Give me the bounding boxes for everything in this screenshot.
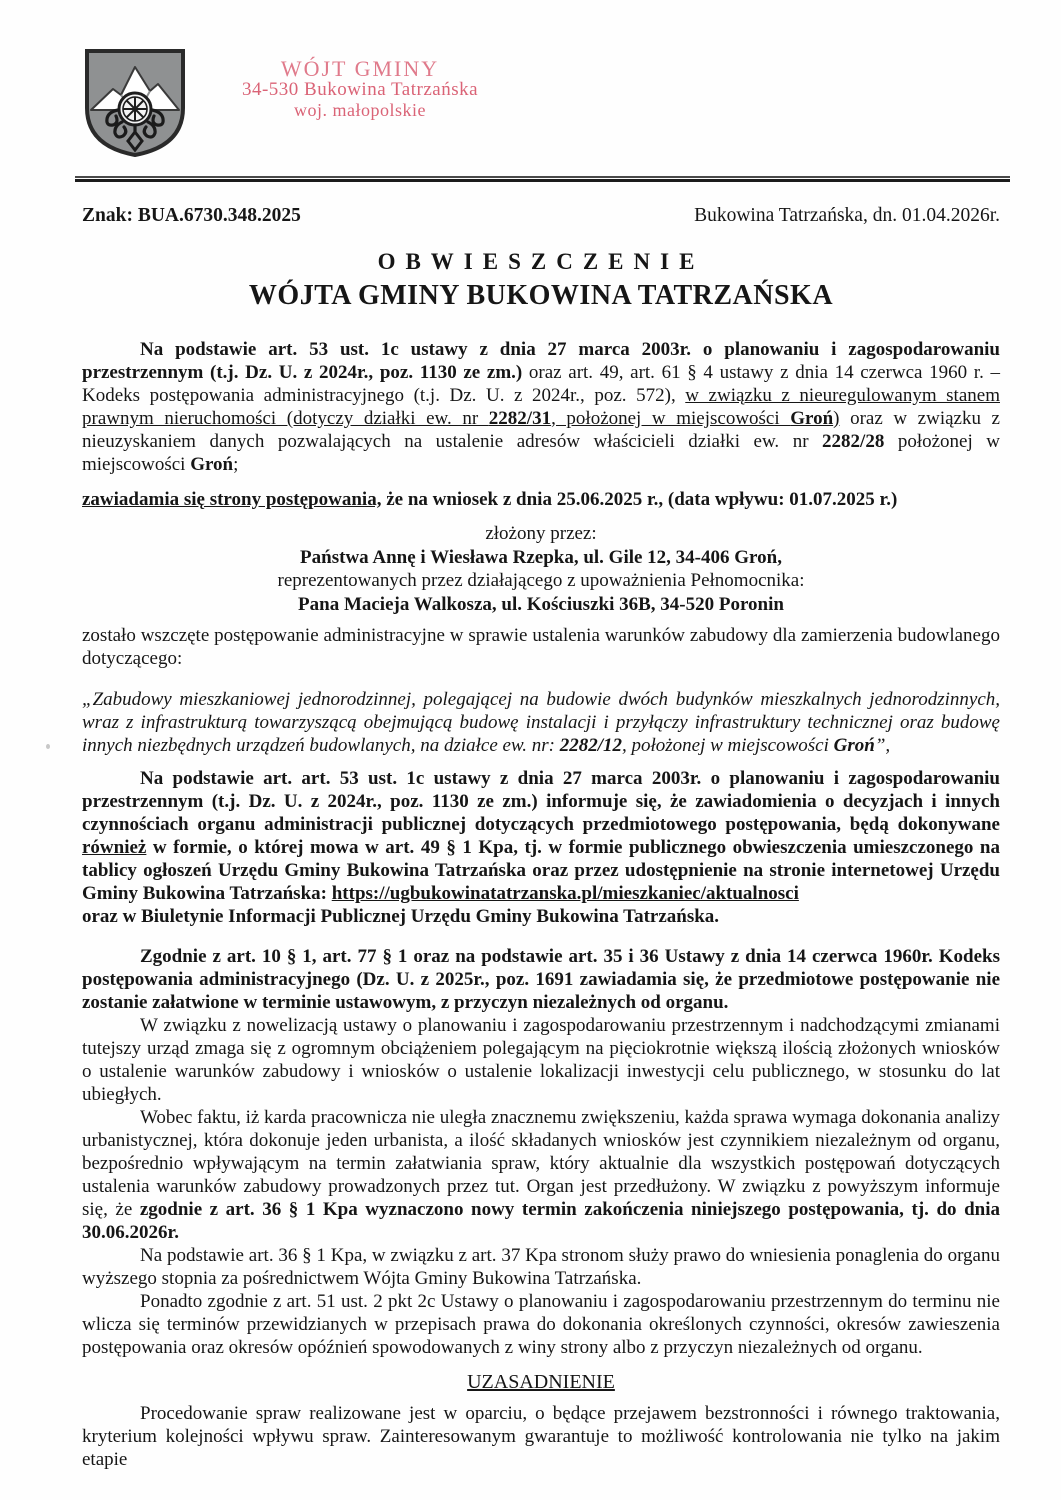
text-run: że na wniosek z dnia 25.06.2025 r., (data wpływu: 01.07.2025 r.)	[381, 489, 898, 510]
plot-number: 2282/12	[559, 735, 622, 756]
text-run: w związku z nieuregulowanym stanem prawnym nieruchomości (dotyczy działki ew. nr	[82, 385, 1000, 429]
paragraph-justification	[82, 1402, 1000, 1471]
text-line: złożony przez:	[485, 523, 597, 544]
text-run: Procedowanie spraw realizowane jest w oparciu, o będące przejawem bezstronności i równego traktowania, kryterium kolejności wpływu spraw. Zainteresowanym gwarantuje to możliwość kontrolowania nie tylko na jakim etapie	[82, 1403, 1000, 1470]
stamp-line: woj. małopolskie	[294, 100, 426, 120]
place-and-date: Bukowina Tatrzańska, dn. 01.04.2026r.	[694, 205, 1000, 226]
paragraph-new-deadline	[82, 1106, 1000, 1244]
paragraph-public-notice-info	[82, 767, 1000, 905]
paragraph-bip-info	[82, 905, 1000, 928]
paragraph-deadline-notice	[82, 945, 1000, 1014]
attorney-name: Pana Macieja Walkosza, ul. Kościuszki 36B, 34-520 Poronin	[298, 593, 784, 615]
text-run: zawiadamia się strony postępowania,	[82, 489, 382, 510]
text-run: , położonej w miejscowości	[622, 735, 834, 756]
text-run: również	[82, 837, 147, 858]
plot-number: 2282/31	[488, 408, 552, 429]
applicant-name: Państwa Annę i Wiesława Rzepka, ul. Gile 12, 34-406 Groń,	[300, 546, 782, 568]
text-line: reprezentowanych przez działającego z upoważnienia Pełnomocnika:	[277, 570, 805, 591]
meta-row	[82, 205, 1000, 227]
text-run: )	[833, 408, 840, 429]
stamp-line: WÓJT GMINY	[280, 56, 440, 81]
paragraph-project-description	[82, 688, 1000, 757]
text-run: położonej w miejscowości	[82, 431, 1000, 475]
document-subtitle: WÓJTA GMINY BUKOWINA TATRZAŃSKA	[248, 280, 834, 311]
text-run: Zgodnie z art. 10 § 1, art. 77 § 1 oraz na podstawie art. 35 i 36 Ustawy z dnia 14 czerwca 1960r. Kodeks postępowania administracyjnego (Dz. U. z 2025r., poz. 1691 zawiadamia się, że przedmiotowe postępowanie nie zostanie załatwione w terminie ustawowym, z przyczyn niezależnych od organu.	[82, 946, 1000, 1013]
announcements-url: https://ugbukowinatatrzanska.pl/mieszkaniec/aktualnosci	[331, 883, 799, 904]
text-run: Na podstawie art. 53 ust. 1c ustawy z dnia 27 marca 2003r. o planowaniu i zagospodarowaniu przestrzennym (t.j. Dz. U. z 2024r., poz. 1130 ze zm.)	[82, 339, 1000, 383]
locality-name: Groń	[190, 454, 234, 475]
paragraph-workload-explanation	[82, 1014, 1000, 1106]
paragraph-proceeding-initiated	[82, 624, 1000, 670]
text-run: Na podstawie art. art. 53 ust. 1c ustawy z dnia 27 marca 2003r. o planowaniu i zagospodarowaniu przestrzennym (t.j. Dz. U. z 2024r., poz. 1130 ze zm.) informuje się, że zawiadomienia o decyzjach i innych czynnościach organu administracji publicznej dotyczących przedmiotowego postępowania, będą dokonywane	[82, 768, 1000, 835]
header-divider	[75, 176, 1010, 182]
document-title: OBWIESZCZENIE	[377, 249, 705, 274]
section-heading-uzasadnienie: UZASADNIENIE	[467, 1371, 615, 1393]
case-number: Znak: BUA.6730.348.2025	[82, 205, 301, 226]
new-deadline-date: zgodnie z art. 36 § 1 Kpa wyznaczono nowy termin zakończenia niniejszego postępowania, tj. do dnia 30.06.2026r.	[82, 1199, 1000, 1243]
text-run: , położonej w miejscowości	[551, 408, 791, 429]
paragraph-excluded-periods	[82, 1290, 1000, 1359]
applicant-block	[82, 522, 1000, 616]
text-run: oraz art. 49, art. 61 § 4 ustawy z dnia 14 czerwca 1960 r. – Kodeks postępowania administracyjnego (t.j. Dz. U. z 2024r., poz. 572),	[82, 362, 1000, 406]
text-run: oraz w Biuletynie Informacji Publicznej Urzędu Gminy Bukowina Tatrzańska.	[82, 906, 720, 927]
paragraph-legal-basis	[82, 338, 1000, 476]
document-body	[82, 205, 1000, 1471]
text-run: Wobec faktu, iż karda pracownicza nie uległa znacznemu zwiększeniu, każda sprawa wymaga dokonania analizy urbanistycznej, która dokonuje jeden urbanista, a ilość składanych wniosków jest czynnikiem niezależnym od organu, bezpośrednio wpływającym na termin załatwiania spraw, który aktualnie dla wszystkich postępowań dotyczących ustalenia warunków zabudowy prowadzonych przez tut. Organ jest przedłużony. W związku z powyższym informuje się, że	[82, 1107, 1000, 1220]
text-run: „Zabudowy mieszkaniowej jednorodzinnej, polegającej na budowie dwóch budynków mieszkalnych jednorodzinnych, wraz z infrastrukturą towarzyszącą obejmującą budowę instalacji i przyłączy infrastruktury technicznej oraz budowę innych niezbędnych urządzeń budowlanych, na działce ew. nr:	[82, 689, 1000, 756]
text-run: oraz w związku z nieuzyskaniem danych pozwalających na ustalenie adresów właścicieli działki ew. nr	[82, 408, 1000, 452]
text-run: w formie, o której mowa w art. 49 § 1 Kpa, tj. w formie publicznego obwieszczenia umieszczonego na tablicy ogłoszeń Urzędu Gminy Bukowina Tatrzańska oraz przez udostępnienie na stronie internetowej Urzędu Gminy Bukowina Tatrzańska:	[82, 837, 1000, 904]
text-run: zostało wszczęte postępowanie administracyjne w sprawie ustalenia warunków zabudowy dla zamierzenia budowlanego dotyczącego:	[82, 625, 1000, 669]
text-run: ;	[233, 454, 239, 475]
scan-speck	[46, 744, 50, 749]
plot-number: 2282/28	[822, 431, 885, 452]
text-run: W związku z nowelizacją ustawy o planowaniu i zagospodarowaniu przestrzennym i nadchodzącymi zmianami tutejszy urząd zmaga się z ogromnym obciążeniem polegającym na pięciokrotnie większą ilością złożonych wniosków o ustalenie warunków zabudowy i wniosków o ustalenie lokalizacji inwestycji celu publicznego, w stosunku do lat ubiegłych.	[82, 1015, 1000, 1105]
text-run: ”,	[874, 735, 891, 756]
office-ink-stamp	[225, 58, 495, 121]
text-run: Ponadto zgodnie z art. 51 ust. 2 pkt 2c Ustawy o planowaniu i zagospodarowaniu przestrzennym do terminu nie wlicza się terminów przewidzianych w przepisach prawa do dokonania określonych czynności, okresów zawieszenia postępowania oraz okresów opóźnień spowodowanych z winy strony albo z przyczyn niezależnych od organu.	[82, 1291, 1000, 1358]
paragraph-notice-parties	[82, 488, 1000, 511]
coat-of-arms-icon	[82, 48, 188, 158]
stamp-line: 34-530 Bukowina Tatrzańska	[241, 79, 479, 100]
locality-name: Groń	[790, 408, 834, 429]
locality-name: Groń	[833, 735, 875, 756]
text-run: Na podstawie art. 36 § 1 Kpa, w związku z art. 37 Kpa stronom służy prawo do wniesienia ponaglenia do organu wyższego stopnia za pośrednictwem Wójta Gminy Bukowina Tatrzańska.	[82, 1245, 1000, 1289]
paragraph-right-to-remind	[82, 1244, 1000, 1290]
